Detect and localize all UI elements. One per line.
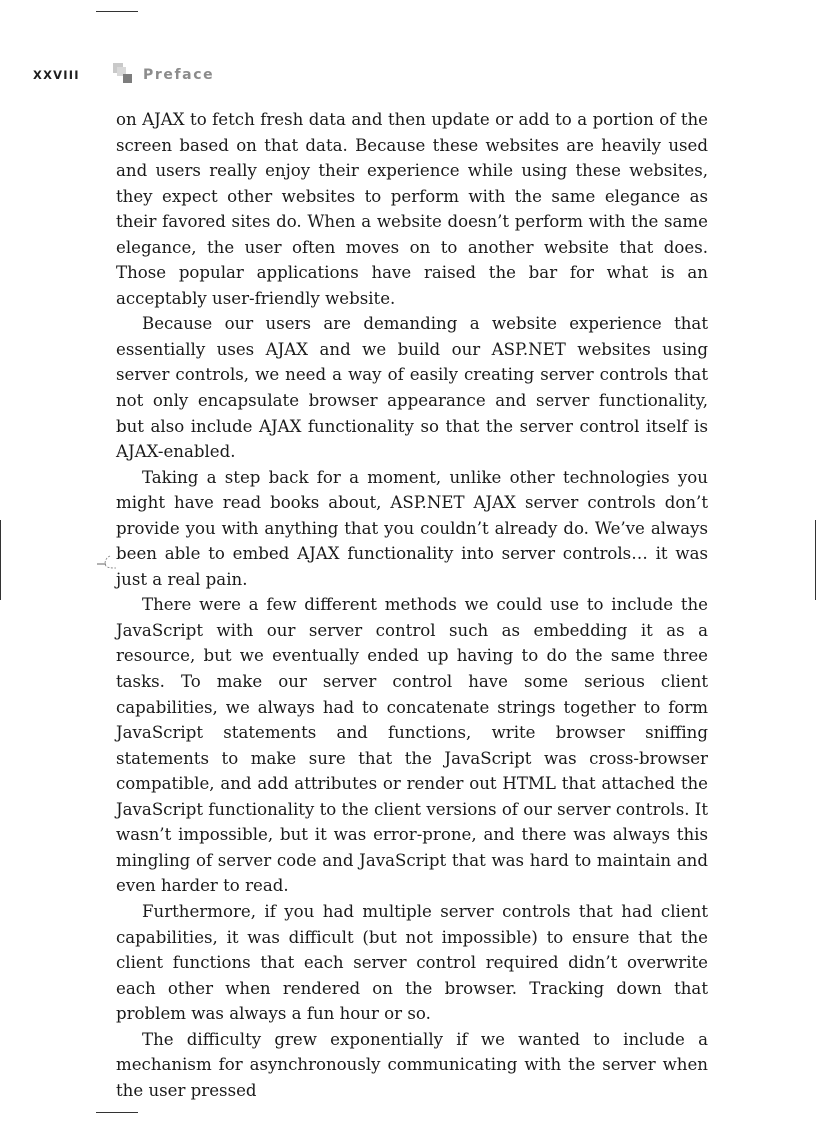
- paragraph-difficulty: The difficulty grew exponentially if we wanted to include a mechanism for asynchronously communicating with the server when the user pressed: [116, 1029, 708, 1100]
- running-head: Preface: [143, 67, 215, 83]
- crop-mark-top: [96, 11, 138, 12]
- paragraph-step-back: Taking a step back for a moment, unlike other technologies you might have read books about, ASP.NET AJAX server controls don’t provide you with anything that you couldn’t already do. We’ve always been able to embed AJAX functionality into server controls… it was just a real pain.: [116, 467, 708, 589]
- margin-bracket-icon: [96, 555, 118, 571]
- page-number: XXVIII: [33, 68, 80, 82]
- page-header: [33, 63, 333, 87]
- paragraph-methods: There were a few different methods we could use to include the JavaScript with our server control such as embedding it as a resource, but we eventually ended up having to do the same three tasks. To make our server control have some serious client capabilities, we always had to concatenate strings together to form JavaScript statements and functions, write browser sniffing statements to make sure that the JavaScript was cross-browser compatible, and add attributes or render out HTML that attached the JavaScript functionality to the client versions of our server controls. It wasn’t impossible, but it was error-prone, and there was always this mingling of server code and JavaScript that was hard to maintain and even harder to read.: [116, 595, 708, 896]
- stacked-squares-icon: [113, 63, 137, 85]
- crop-mark-bottom: [96, 1112, 138, 1113]
- side-rule-left: [0, 520, 1, 600]
- body-text: [116, 107, 708, 1103]
- paragraph-continued: on AJAX to fetch fresh data and then update or add to a portion of the screen based on that data. Because these websites are heavily used and users really enjoy their experience while using these websites, they expect other websites to perform with the same elegance as their favored sites do. When a website doesn’t perform with the same elegance, the user often moves on to another website that does. Those popular applications have raised the bar for what is an acceptably user-friendly website.: [116, 110, 708, 308]
- paragraph-user-demands: Because our users are demanding a website experience that essentially uses AJAX and we build our ASP.NET websites using server controls, we need a way of easily creating server controls that not only encapsulate browser appearance and server functionality, but also include AJAX functionality so that the server control itself is AJAX-enabled.: [116, 314, 708, 462]
- paragraph-multiple-controls: Furthermore, if you had multiple server controls that had client capabilities, it was difficult (but not impossible) to ensure that the client functions that each server control required didn’t overwrite each other when rendered on the browser. Tracking down that problem was always a fun hour or so.: [116, 901, 708, 1024]
